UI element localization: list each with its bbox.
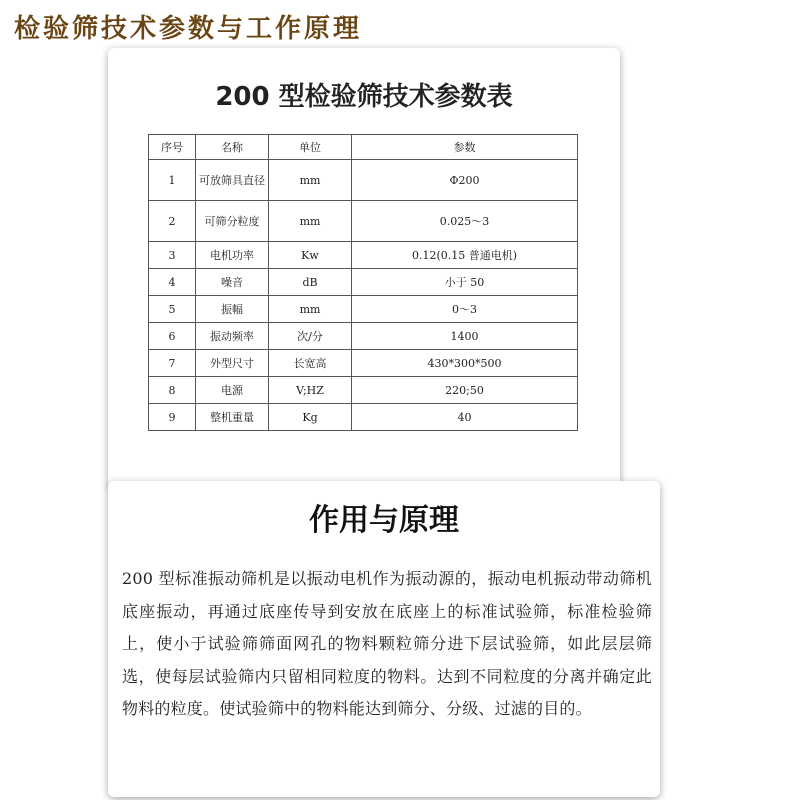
header-no: 序号 [149, 135, 196, 160]
principle-title: 作用与原理 [309, 503, 459, 538]
row-unit: 次/分 [269, 323, 352, 350]
row-name: 整机重量 [196, 404, 269, 431]
table-row [149, 350, 578, 377]
row-name: 电机功率 [196, 242, 269, 269]
specs-card [108, 48, 620, 488]
table-row [149, 269, 578, 296]
table-header-row [149, 135, 578, 160]
specs-table-title: 200 型检验筛技术参数表 [215, 82, 513, 112]
header-unit: 单位 [269, 135, 352, 160]
header-value: 参数 [352, 135, 578, 160]
row-name: 外型尺寸 [196, 350, 269, 377]
row-no: 4 [149, 269, 196, 296]
row-name: 电源 [196, 377, 269, 404]
row-no: 5 [149, 296, 196, 323]
row-value: 0～3 [352, 296, 578, 323]
row-unit: mm [269, 160, 352, 201]
table-row [149, 296, 578, 323]
row-name: 噪音 [196, 269, 269, 296]
row-no: 2 [149, 201, 196, 242]
row-no: 6 [149, 323, 196, 350]
row-value: Φ200 [352, 160, 578, 201]
row-name: 振幅 [196, 296, 269, 323]
row-no: 9 [149, 404, 196, 431]
table-row [149, 201, 578, 242]
row-unit: 长宽高 [269, 350, 352, 377]
specs-table [148, 134, 578, 431]
principle-card [108, 481, 660, 797]
table-row [149, 160, 578, 201]
row-no: 7 [149, 350, 196, 377]
row-unit: Kw [269, 242, 352, 269]
header-name: 名称 [196, 135, 269, 160]
row-no: 8 [149, 377, 196, 404]
row-name: 振动频率 [196, 323, 269, 350]
row-unit: mm [269, 296, 352, 323]
table-row [149, 242, 578, 269]
row-name: 可放筛具直径 [196, 160, 269, 201]
row-unit: Kg [269, 404, 352, 431]
row-value: 1400 [352, 323, 578, 350]
row-name: 可筛分粒度 [196, 201, 269, 242]
row-value: 小于 50 [352, 269, 578, 296]
row-value: 0.025～3 [352, 201, 578, 242]
row-value: 40 [352, 404, 578, 431]
table-row [149, 377, 578, 404]
row-value: 430*300*500 [352, 350, 578, 377]
row-unit: dB [269, 269, 352, 296]
row-no: 3 [149, 242, 196, 269]
row-unit: mm [269, 201, 352, 242]
row-value: 220;50 [352, 377, 578, 404]
page-heading: 检验筛技术参数与工作原理 [14, 14, 363, 44]
table-row [149, 323, 578, 350]
principle-body: 200 型标准振动筛机是以振动电机作为振动源的，振动电机振动带动筛机底座振动，再通过底座传导到安放在底座上的标准试验筛，标准检验筛上，使小于试验筛筛面网孔的物料颗粒筛分进下层试验筛，如此层层筛选，使每层试验筛内只留相同粒度的物料。达到不同粒度的分离并确定此物料的粒度。使试验筛中的物料能达到筛分、分级、过滤的目的。 [122, 569, 652, 718]
table-row [149, 404, 578, 431]
row-unit: V;HZ [269, 377, 352, 404]
row-no: 1 [149, 160, 196, 201]
row-value: 0.12(0.15 普通电机) [352, 242, 578, 269]
